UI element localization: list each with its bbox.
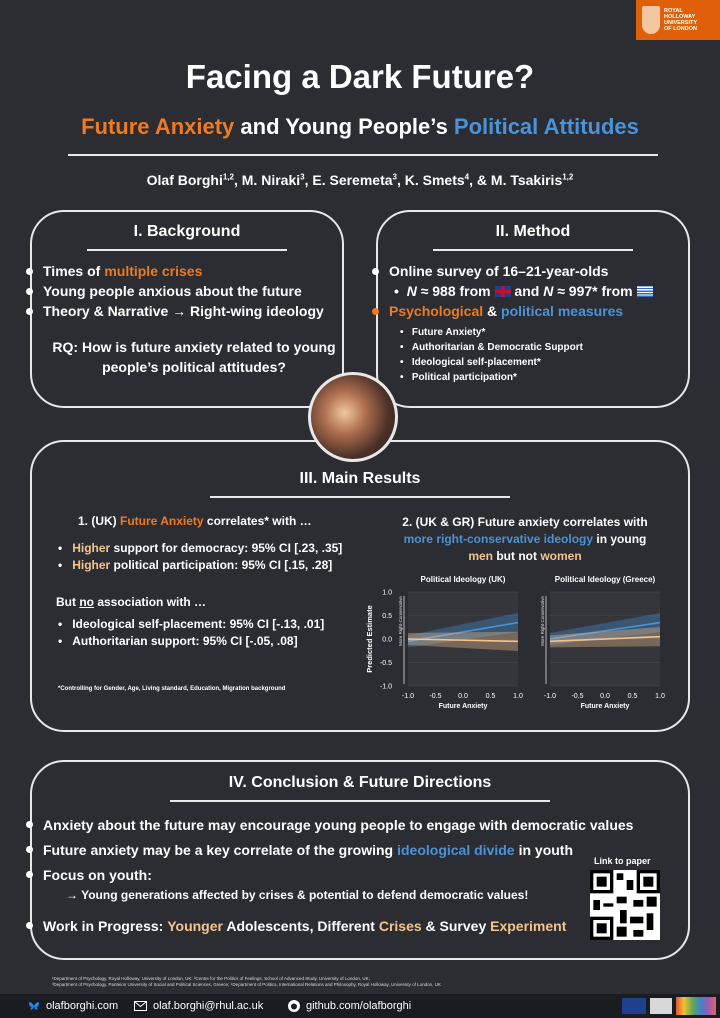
result-heading-uk-gr: 2. (UK & GR) Future anxiety correlates with more right-conservative ideology in young men but not women — [402, 515, 648, 563]
highlight-multiple-crises: multiple crises — [104, 263, 203, 279]
measure-item: • Political participation* — [400, 372, 517, 383]
author-affiliation: 1,2 — [562, 172, 574, 182]
author-affiliation: 3 — [392, 172, 397, 182]
chart-title: Political Ideology (UK) — [420, 575, 506, 584]
crest-icon — [642, 6, 660, 34]
author: Olaf Borghi — [146, 172, 223, 188]
chart-title: Political Ideology (Greece) — [554, 575, 656, 584]
author-affiliation: 3 — [300, 172, 305, 182]
author-list — [0, 172, 720, 188]
list-item: Future anxiety may be a key correlate of the growing ideological divide in youth — [26, 837, 633, 862]
github-icon — [288, 1000, 300, 1012]
bullet-icon — [26, 268, 33, 275]
list-item: Young people anxious about the future — [26, 281, 342, 301]
x-tick-label: -1.0 — [401, 693, 415, 700]
list-item: • Authoritarian support: 95% CI [-.05, .08] — [58, 634, 298, 648]
list-item: Online survey of 16–21-year-olds — [372, 261, 688, 281]
results-title: III. Main Results — [299, 470, 421, 487]
email-link[interactable]: olaf.borghi@rhul.ac.uk — [134, 1000, 263, 1012]
x-tick-label: -0.5 — [429, 693, 442, 700]
list-item: Anxiety about the future may encourage young people to engage with democratic values — [26, 812, 633, 837]
bullet-icon — [26, 871, 33, 878]
x-tick-label: 1.0 — [655, 693, 665, 700]
funder-logos — [622, 997, 716, 1015]
sample-sizes: • N ≈ 988 from and N ≈ 997* from — [372, 281, 688, 301]
qr-label: Link to paper — [594, 856, 651, 866]
author: , & M. Tsakiris — [469, 172, 563, 188]
bullet-icon — [26, 922, 33, 929]
author: , E. Seremeta — [304, 172, 393, 188]
list-item: Work in Progress: Younger Adolescents, Different Crises & Survey Experiment — [26, 913, 633, 938]
uk-flag-icon — [495, 286, 511, 297]
method-section — [376, 210, 690, 408]
logo-line: ROYAL — [664, 8, 683, 14]
bullet-icon — [26, 308, 33, 315]
mail-icon — [134, 1001, 147, 1011]
github-link[interactable]: github.com/olafborghi — [288, 1000, 411, 1012]
list-item: • Ideological self-placement: 95% CI [-.13, .01] — [58, 617, 325, 631]
bullet-icon — [26, 821, 33, 828]
y-tick-label: 1.0 — [382, 589, 392, 597]
eu-flag-icon — [622, 998, 646, 1014]
youth-subpoint: → Young generations affected by crises & potential to defend democratic values! — [66, 888, 529, 902]
measures-list — [372, 325, 688, 385]
list-item: • Higher support for democracy: 95% CI [.23, .35] — [58, 541, 343, 555]
sunset-photo — [308, 372, 398, 462]
background-title: I. Background — [133, 223, 241, 240]
result-list-positive — [58, 540, 342, 574]
x-axis-label: Future Anxiety — [580, 703, 630, 710]
x-tick-label: -0.5 — [571, 693, 584, 700]
measure-item: • Authoritarian & Democratic Support — [400, 342, 583, 353]
list-item: Focus on youth: — [26, 862, 633, 887]
bullet-icon — [26, 288, 33, 295]
y-tick-label: 0.0 — [382, 636, 392, 644]
bluesky-icon — [28, 1001, 40, 1012]
bullet-icon — [26, 846, 33, 853]
website-link[interactable]: olafborghi.com — [28, 1000, 118, 1012]
x-tick-label: 0.5 — [627, 693, 638, 700]
x-tick-label: -1.0 — [543, 693, 557, 700]
subtitle-political-attitudes: Political Attitudes — [453, 114, 639, 139]
author: , K. Smets — [396, 172, 465, 188]
inner-axis-label: More Right-Conservative — [398, 596, 403, 646]
subtitle-future-anxiety: Future Anxiety — [81, 114, 235, 139]
y-tick-label: 0.5 — [382, 613, 392, 620]
footer-bar — [0, 994, 720, 1018]
subtitle-middle: and Young People’s — [234, 114, 454, 139]
inner-axis-label: More Right-Conservative — [540, 596, 545, 646]
section-divider — [170, 800, 550, 802]
affiliations: ¹Department of Psychology, Royal Holloway, University of London, UK; ²Centre for the Politics of Feelings, School of Advanced Study, University of London, UK; ³Department of Psychology, Panteion University of Social and Political Sciences, Greece; ⁴Department of Politics, International Relations and Philosophy, Royal Holloway, University of London, UK — [52, 976, 441, 987]
conclusion-title: IV. Conclusion & Future Directions — [228, 774, 492, 791]
measure-item: • Future Anxiety* — [400, 327, 486, 338]
research-question: RQ: How is future anxiety related to young people’s political attitudes? — [52, 339, 336, 375]
list-item: Theory & Narrative → Right-wing ideology — [26, 301, 342, 321]
logo-line: UNIVERSITY — [664, 20, 698, 26]
method-title: II. Method — [495, 223, 571, 240]
bullet-icon — [372, 268, 379, 275]
logo-line: HOLLOWAY — [664, 14, 696, 20]
x-tick-label: 1.0 — [513, 693, 523, 700]
x-axis-label: Future Anxiety — [438, 703, 488, 710]
poster-subtitle — [0, 114, 720, 140]
greece-flag-icon — [637, 286, 653, 297]
author-affiliation: 1,2 — [222, 172, 234, 182]
x-tick-label: 0.0 — [600, 693, 610, 700]
author-affiliation: 4 — [464, 172, 470, 182]
section-divider — [210, 496, 510, 498]
university-logo — [636, 0, 720, 40]
result-list-null — [58, 616, 324, 650]
x-tick-label: 0.0 — [458, 693, 468, 700]
bullet-icon — [372, 308, 379, 315]
measure-item: • Ideological self-placement* — [400, 357, 541, 368]
list-item: Times of multiple crises — [26, 261, 342, 281]
list-item: • Higher political participation: 95% CI [.15, .28] — [58, 558, 333, 572]
author: , M. Niraki — [233, 172, 301, 188]
ideology-charts — [360, 570, 670, 716]
title-divider — [68, 154, 658, 156]
control-note: *Controlling for Gender, Age, Living standard, Education, Migration background — [58, 686, 286, 692]
x-tick-label: 0.5 — [485, 693, 496, 700]
qr-code-icon — [590, 870, 660, 940]
background-section — [30, 210, 344, 408]
y-tick-label: -0.5 — [379, 660, 392, 667]
erc-logo-icon — [650, 998, 672, 1014]
result-heading-uk: 1. (UK) Future Anxiety correlates* with … — [78, 514, 312, 528]
y-axis-label: Predicted Estimate — [365, 605, 374, 673]
conclusion-list — [26, 812, 633, 938]
no-association-heading: But no association with … — [56, 595, 207, 609]
section-divider — [87, 249, 287, 251]
qr-code[interactable] — [590, 870, 660, 940]
list-item: Psychological & political measures — [372, 301, 688, 321]
poster-title: Facing a Dark Future? — [185, 58, 535, 95]
y-tick-label: -1.0 — [379, 683, 392, 691]
section-divider — [433, 249, 633, 251]
project-logo-icon — [676, 997, 716, 1015]
logo-line: OF LONDON — [664, 26, 697, 32]
